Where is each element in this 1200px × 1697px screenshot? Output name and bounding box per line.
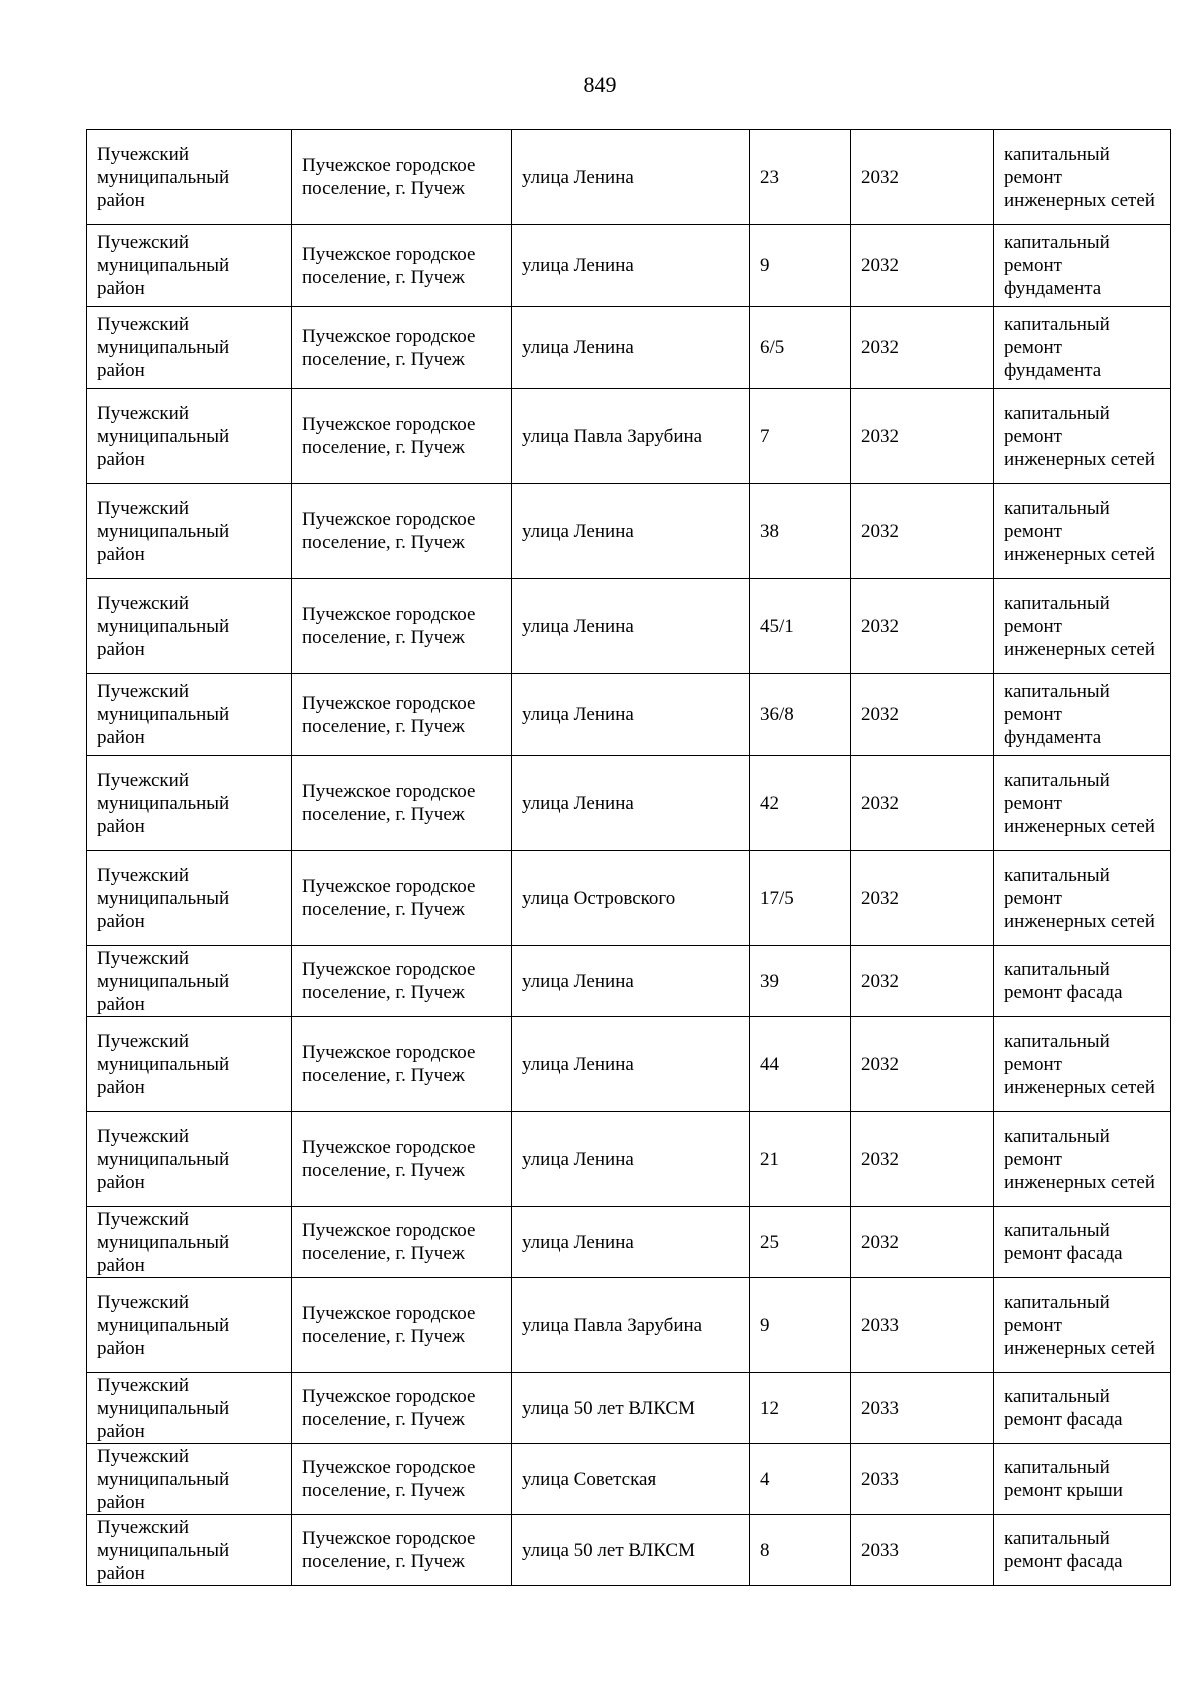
table-row xyxy=(87,1207,1171,1278)
street-cell: улица Ленина xyxy=(512,1017,750,1112)
table-row xyxy=(87,756,1171,851)
work-type-cell: капитальный ремонт фундамента xyxy=(994,225,1171,307)
work-type-cell: капитальный ремонт фасада xyxy=(994,1207,1171,1278)
year-cell: 2032 xyxy=(851,851,994,946)
work-type-cell: капитальный ремонт инженерных сетей xyxy=(994,851,1171,946)
house-number-cell: 9 xyxy=(750,1278,851,1373)
house-number-cell: 21 xyxy=(750,1112,851,1207)
district-cell: Пучежский муниципальный район xyxy=(87,674,292,756)
street-cell: улица Советская xyxy=(512,1444,750,1515)
settlement-cell: Пучежское городское поселение, г. Пучеж xyxy=(292,946,512,1017)
house-number-cell: 8 xyxy=(750,1515,851,1586)
year-cell: 2032 xyxy=(851,484,994,579)
year-cell: 2032 xyxy=(851,674,994,756)
table-row xyxy=(87,1112,1171,1207)
work-type-cell: капитальный ремонт фасада xyxy=(994,1515,1171,1586)
street-cell: улица Ленина xyxy=(512,1207,750,1278)
year-cell: 2032 xyxy=(851,389,994,484)
house-number-cell: 39 xyxy=(750,946,851,1017)
work-type-cell: капитальный ремонт фундамента xyxy=(994,674,1171,756)
house-number-cell: 9 xyxy=(750,225,851,307)
year-cell: 2032 xyxy=(851,579,994,674)
street-cell: улица Ленина xyxy=(512,225,750,307)
table-row xyxy=(87,484,1171,579)
district-cell: Пучежский муниципальный район xyxy=(87,1207,292,1278)
work-type-cell: капитальный ремонт инженерных сетей xyxy=(994,1112,1171,1207)
year-cell: 2032 xyxy=(851,225,994,307)
street-cell: улица Ленина xyxy=(512,1112,750,1207)
district-cell: Пучежский муниципальный район xyxy=(87,756,292,851)
work-type-cell: капитальный ремонт инженерных сетей xyxy=(994,484,1171,579)
work-type-cell: капитальный ремонт фасада xyxy=(994,1373,1171,1444)
year-cell: 2032 xyxy=(851,756,994,851)
district-cell: Пучежский муниципальный район xyxy=(87,307,292,389)
house-number-cell: 25 xyxy=(750,1207,851,1278)
table-row xyxy=(87,579,1171,674)
settlement-cell: Пучежское городское поселение, г. Пучеж xyxy=(292,756,512,851)
district-cell: Пучежский муниципальный район xyxy=(87,1373,292,1444)
settlement-cell: Пучежское городское поселение, г. Пучеж xyxy=(292,307,512,389)
house-number-cell: 23 xyxy=(750,130,851,225)
settlement-cell: Пучежское городское поселение, г. Пучеж xyxy=(292,130,512,225)
street-cell: улица Ленина xyxy=(512,674,750,756)
district-cell: Пучежский муниципальный район xyxy=(87,1444,292,1515)
district-cell: Пучежский муниципальный район xyxy=(87,1017,292,1112)
table-row xyxy=(87,851,1171,946)
house-number-cell: 4 xyxy=(750,1444,851,1515)
table-row xyxy=(87,1278,1171,1373)
work-type-cell: капитальный ремонт крыши xyxy=(994,1444,1171,1515)
table-row xyxy=(87,389,1171,484)
house-number-cell: 7 xyxy=(750,389,851,484)
district-cell: Пучежский муниципальный район xyxy=(87,130,292,225)
year-cell: 2032 xyxy=(851,1112,994,1207)
table-row xyxy=(87,1017,1171,1112)
street-cell: улица Ленина xyxy=(512,130,750,225)
table-row xyxy=(87,946,1171,1017)
year-cell: 2033 xyxy=(851,1444,994,1515)
year-cell: 2032 xyxy=(851,946,994,1017)
house-number-cell: 38 xyxy=(750,484,851,579)
street-cell: улица Ленина xyxy=(512,484,750,579)
settlement-cell: Пучежское городское поселение, г. Пучеж xyxy=(292,674,512,756)
district-cell: Пучежский муниципальный район xyxy=(87,484,292,579)
work-type-cell: капитальный ремонт фасада xyxy=(994,946,1171,1017)
settlement-cell: Пучежское городское поселение, г. Пучеж xyxy=(292,484,512,579)
district-cell: Пучежский муниципальный район xyxy=(87,946,292,1017)
district-cell: Пучежский муниципальный район xyxy=(87,579,292,674)
settlement-cell: Пучежское городское поселение, г. Пучеж xyxy=(292,1112,512,1207)
settlement-cell: Пучежское городское поселение, г. Пучеж xyxy=(292,1515,512,1586)
table-row xyxy=(87,1515,1171,1586)
year-cell: 2033 xyxy=(851,1278,994,1373)
street-cell: улица Островского xyxy=(512,851,750,946)
year-cell: 2033 xyxy=(851,1373,994,1444)
street-cell: улица Ленина xyxy=(512,946,750,1017)
work-type-cell: капитальный ремонт фундамента xyxy=(994,307,1171,389)
work-type-cell: капитальный ремонт инженерных сетей xyxy=(994,1017,1171,1112)
settlement-cell: Пучежское городское поселение, г. Пучеж xyxy=(292,1017,512,1112)
settlement-cell: Пучежское городское поселение, г. Пучеж xyxy=(292,389,512,484)
district-cell: Пучежский муниципальный район xyxy=(87,1112,292,1207)
district-cell: Пучежский муниципальный район xyxy=(87,225,292,307)
table-row xyxy=(87,225,1171,307)
house-number-cell: 12 xyxy=(750,1373,851,1444)
table-row xyxy=(87,130,1171,225)
settlement-cell: Пучежское городское поселение, г. Пучеж xyxy=(292,579,512,674)
year-cell: 2032 xyxy=(851,1207,994,1278)
settlement-cell: Пучежское городское поселение, г. Пучеж xyxy=(292,1373,512,1444)
table-row xyxy=(87,307,1171,389)
street-cell: улица Павла Зарубина xyxy=(512,1278,750,1373)
work-type-cell: капитальный ремонт инженерных сетей xyxy=(994,756,1171,851)
district-cell: Пучежский муниципальный район xyxy=(87,1515,292,1586)
street-cell: улица 50 лет ВЛКСМ xyxy=(512,1373,750,1444)
street-cell: улица Ленина xyxy=(512,579,750,674)
page-number: 849 xyxy=(583,72,617,97)
year-cell: 2033 xyxy=(851,1515,994,1586)
year-cell: 2032 xyxy=(851,307,994,389)
house-number-cell: 36/8 xyxy=(750,674,851,756)
table-row xyxy=(87,674,1171,756)
work-type-cell: капитальный ремонт инженерных сетей xyxy=(994,130,1171,225)
year-cell: 2032 xyxy=(851,130,994,225)
district-cell: Пучежский муниципальный район xyxy=(87,1278,292,1373)
housing-repair-table xyxy=(86,129,1171,1586)
house-number-cell: 17/5 xyxy=(750,851,851,946)
settlement-cell: Пучежское городское поселение, г. Пучеж xyxy=(292,1444,512,1515)
settlement-cell: Пучежское городское поселение, г. Пучеж xyxy=(292,225,512,307)
house-number-cell: 6/5 xyxy=(750,307,851,389)
table-row xyxy=(87,1373,1171,1444)
house-number-cell: 45/1 xyxy=(750,579,851,674)
work-type-cell: капитальный ремонт инженерных сетей xyxy=(994,579,1171,674)
street-cell: улица Ленина xyxy=(512,756,750,851)
street-cell: улица Ленина xyxy=(512,307,750,389)
settlement-cell: Пучежское городское поселение, г. Пучеж xyxy=(292,1207,512,1278)
district-cell: Пучежский муниципальный район xyxy=(87,851,292,946)
work-type-cell: капитальный ремонт инженерных сетей xyxy=(994,1278,1171,1373)
street-cell: улица Павла Зарубина xyxy=(512,389,750,484)
district-cell: Пучежский муниципальный район xyxy=(87,389,292,484)
work-type-cell: капитальный ремонт инженерных сетей xyxy=(994,389,1171,484)
settlement-cell: Пучежское городское поселение, г. Пучеж xyxy=(292,1278,512,1373)
house-number-cell: 44 xyxy=(750,1017,851,1112)
house-number-cell: 42 xyxy=(750,756,851,851)
year-cell: 2032 xyxy=(851,1017,994,1112)
table-row xyxy=(87,1444,1171,1515)
street-cell: улица 50 лет ВЛКСМ xyxy=(512,1515,750,1586)
settlement-cell: Пучежское городское поселение, г. Пучеж xyxy=(292,851,512,946)
